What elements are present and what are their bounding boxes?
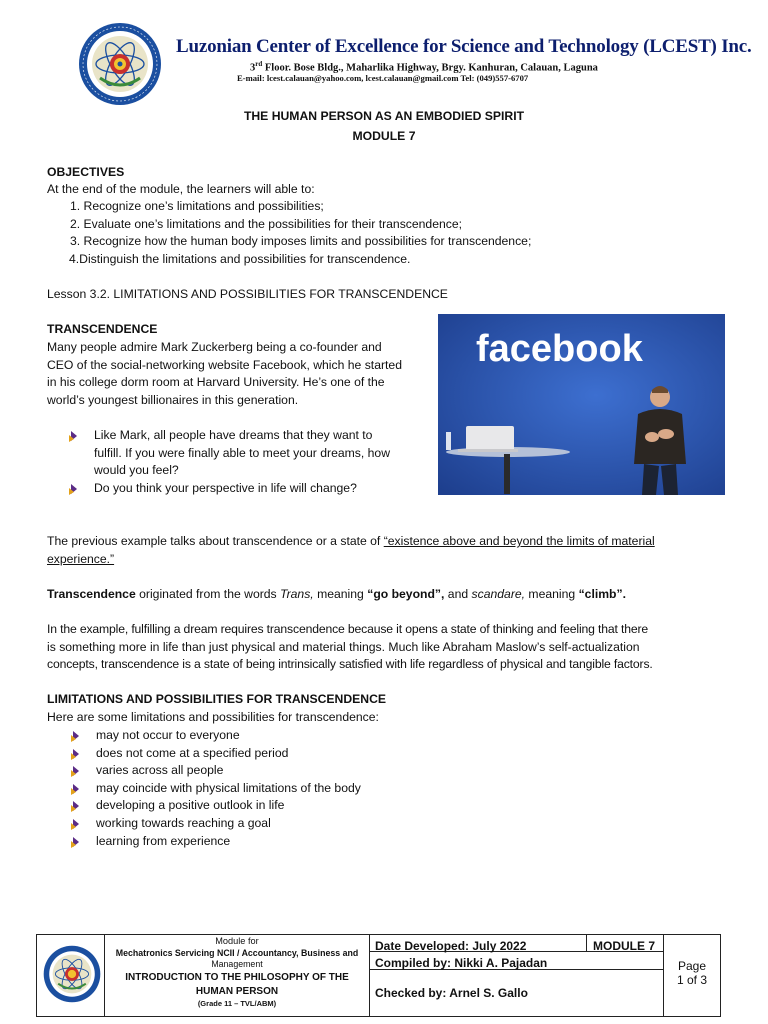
list-item: Do you think your perspective in life will change? — [68, 480, 390, 498]
organization-address: 3rd Floor. Bose Bldg., Maharlika Highway, Brgy. Kanhuran, Calauan, Laguna — [250, 60, 598, 74]
transcendence-paragraph: Many people admire Mark Zuckerberg being a co-founder and CEO of the social-networking website Facebook, which he started in his college dorm room at Harvard University. He’s one of the world’s youngest billionaires in this generation. — [47, 340, 402, 407]
school-logo — [78, 22, 162, 106]
limitations-heading: LIMITATIONS AND POSSIBILITIES FOR TRANSCENDENCE — [47, 692, 386, 706]
footer-date-developed: Date Developed: July 2022 — [370, 935, 587, 952]
bullet-arrow-icon — [70, 818, 84, 830]
limitations-intro: Here are some limitations and possibilities for transcendence: — [47, 710, 379, 724]
objectives-list — [70, 198, 531, 268]
mark-zuckerberg-facebook-photo — [438, 314, 725, 495]
list-item: may coincide with physical limitations of the body — [70, 780, 361, 798]
lesson-heading: Lesson 3.2. LIMITATIONS AND POSSIBILITIES FOR TRANSCENDENCE — [47, 287, 448, 301]
bullet-arrow-icon — [70, 748, 84, 760]
bullet-arrow-icon — [70, 765, 84, 777]
objectives-heading: OBJECTIVES — [47, 165, 125, 179]
bullet-arrow-icon — [68, 430, 82, 442]
bullet-arrow-icon — [70, 783, 84, 795]
objectives-intro: At the end of the module, the learners will able to: — [47, 182, 315, 196]
organization-name: Luzonian Center of Excellence for Science and Technology (LCEST) Inc. — [176, 36, 752, 57]
module-number-title: MODULE 7 — [352, 129, 416, 143]
bullet-arrow-icon — [70, 836, 84, 848]
example-paragraph: In the example, fulfilling a dream requires transcendence because it opens a state of thinking and feeling that there is something more in life than just physical and material things. Much like Abraham Maslow’s self-actualization concepts, transcendence is a state of being intrinsically satisfied with life regardless of physical and tangible factors. — [47, 622, 653, 672]
objective-item: 4.Distinguish the limitations and possibilities for transcendence. — [69, 251, 411, 266]
organization-contact: E-mail: lcest.calauan@yahoo.com, lcest.calauan@gmail.com Tel: (049)557-6707 — [237, 73, 529, 83]
list-item: Like Mark, all people have dreams that they want to fulfill. If you were finally able to meet your dreams, how would you feel? — [68, 427, 390, 480]
word-origin: Transcendence originated from the words Trans, meaning “go beyond”, and scandare, meaning “climb”. — [47, 587, 626, 601]
transcendence-definition: The previous example talks about transcendence or a state of “existence above and beyond the limits of material — [47, 534, 655, 548]
footer-logo-cell — [37, 935, 105, 1016]
transcendence-heading: TRANSCENDENCE — [47, 322, 158, 336]
objective-item: 1. Recognize one’s limitations and possibilities; — [70, 199, 324, 213]
footer-module-number: MODULE 7 — [587, 935, 664, 952]
footer-school-logo — [43, 945, 101, 1003]
list-item: does not come at a specified period — [70, 745, 361, 763]
footer-checked-by: Checked by: Arnel S. Gallo — [370, 970, 664, 1016]
bullet-arrow-icon — [70, 800, 84, 812]
transcendence-definition-cont: experience.” — [47, 552, 115, 566]
list-item: varies across all people — [70, 762, 361, 780]
list-item: developing a positive outlook in life — [70, 797, 361, 815]
transcendence-questions — [68, 427, 390, 497]
limitations-list — [70, 727, 361, 850]
list-item: learning from experience — [70, 833, 361, 851]
footer-compiled-by: Compiled by: Nikki A. Pajadan — [370, 952, 664, 970]
footer-page-number: Page 1 of 3 — [676, 959, 708, 987]
module-footer-table — [36, 934, 721, 1017]
footer-module-info-cell: Module for Mechatronics Servicing NCII / Accountancy, Business and Management INTRODUCTION TO THE PHILOSOPHY OF THE HUMAN PERSON (Grade 11 – TVL/ABM) — [105, 935, 370, 1016]
list-item: may not occur to everyone — [70, 727, 361, 745]
facebook-logo-text: facebook — [476, 328, 643, 370]
document-title: THE HUMAN PERSON AS AN EMBODIED SPIRIT — [243, 109, 525, 123]
objective-item: 3. Recognize how the human body imposes limits and possibilities for transcendence; — [70, 234, 532, 249]
list-item: working towards reaching a goal — [70, 815, 361, 833]
bullet-arrow-icon — [70, 730, 84, 742]
bullet-arrow-icon — [68, 483, 82, 495]
objective-item: 2. Evaluate one’s limitations and the possibilities for their transcendence; — [70, 216, 463, 231]
